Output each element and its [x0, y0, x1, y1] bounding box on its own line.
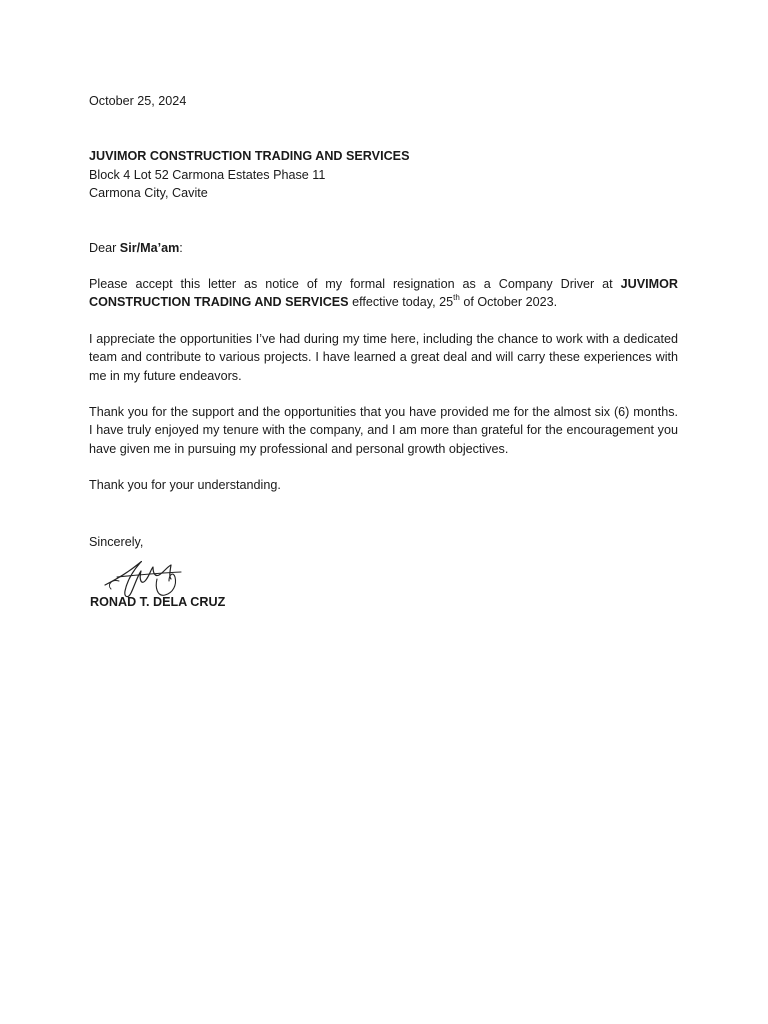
- paragraph1-text-before: Please accept this letter as notice of my formal resignation as a Company Driver at: [89, 277, 621, 292]
- signer-name: RONAD T. DELA CRUZ: [90, 595, 226, 610]
- paragraph1-company: JUVIMOR CONSTRUCTION TRADING AND SERVICES: [89, 277, 678, 310]
- paragraph-appreciation: I appreciate the opportunities I’ve had during my time here, including the chance to work with a dedicated team and contribute to various projects. I have learned a great deal and will carry these experiences with me in my future endeavors.: [89, 331, 678, 383]
- salutation: [89, 239, 678, 257]
- recipient-company: JUVIMOR CONSTRUCTION TRADING AND SERVICES: [89, 149, 410, 164]
- recipient-block: [89, 147, 678, 202]
- paragraph-resignation-notice: [89, 275, 678, 312]
- paragraph1-text-after: of October 2023.: [459, 295, 558, 310]
- recipient-address-line2: Carmona City, Cavite: [89, 186, 208, 201]
- recipient-address-line1: Block 4 Lot 52 Carmona Estates Phase 11: [89, 167, 326, 182]
- paragraph-thanks-understanding: Thank you for your understanding.: [89, 478, 281, 493]
- paragraph1-ordinal-suffix: th: [453, 293, 460, 303]
- salutation-suffix: :: [179, 240, 183, 255]
- letter-date: October 25, 2024: [89, 94, 187, 108]
- salutation-name: Sir/Ma’am: [119, 240, 180, 255]
- paragraph-thanks-support: Thank you for the support and the opportunities that you have provided me for the almost six (6) months. I have truly enjoyed my tenure with the company, and I am more than grateful for the encouragement you have given me in pursuing my professional and personal growth objectives.: [89, 405, 678, 456]
- resignation-letter: [89, 92, 678, 621]
- salutation-prefix: Dear: [89, 240, 120, 255]
- paragraph1-text-middle: effective today, 25: [348, 295, 454, 310]
- closing: Sincerely,: [89, 534, 144, 549]
- signature-block: [89, 551, 678, 621]
